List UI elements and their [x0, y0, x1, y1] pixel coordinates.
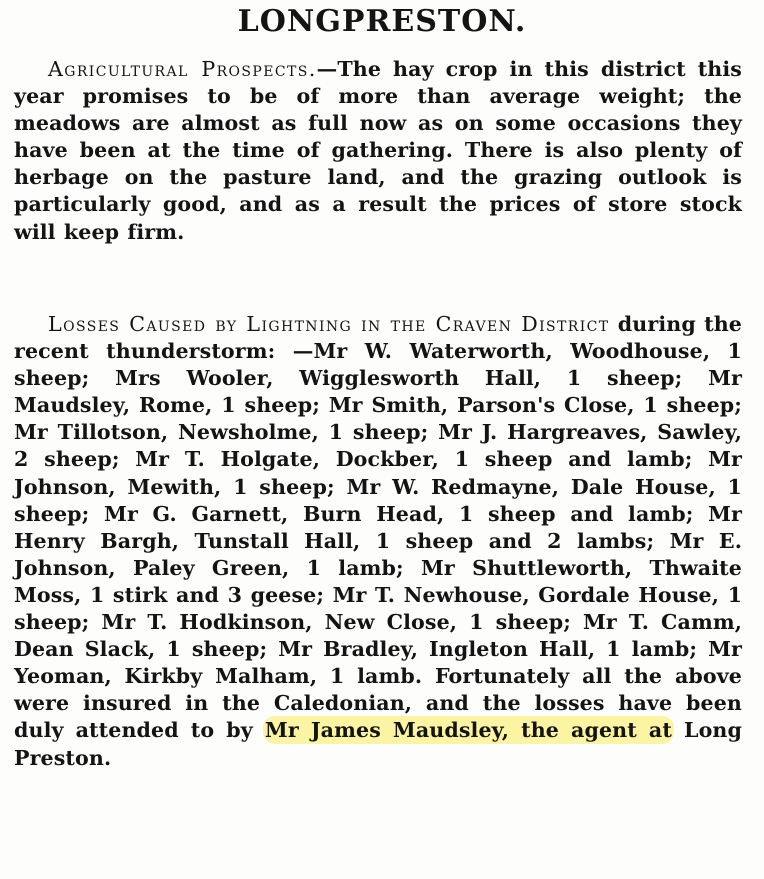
article-title: LONGPRESTON.	[237, 4, 527, 39]
paragraph-lightning-losses	[14, 311, 742, 772]
paragraph-body: —The hay crop in this district this year promises to be of more than average weight; the meadows are almost as full now as on some occasions they have been at the time of gathering. There is also plenty of herbage on the pasture land, and the grazing outlook is particularly good, and as a result the prices of store stock will keep firm.	[14, 57, 742, 244]
paragraph-ending: Long Preston.	[14, 718, 742, 770]
paragraph-agricultural-prospects	[14, 56, 742, 246]
paragraph-heading: Losses Caused by Lightning in the Craven District	[48, 312, 610, 336]
paragraph-body: during the recent thunderstorm: —Mr W. Waterworth, Woodhouse, 1 sheep; Mrs Wooler, Wigglesworth Hall, 1 sheep; Mr Maudsley, Rome, 1 sheep; Mr Smith, Parson's Close, 1 sheep; Mr Tillotson, Newsholme, 1 sheep; Mr J. Hargreaves, Sawley, 2 sheep; Mr T. Holgate, Dockber, 1 sheep and lamb; Mr Johnson, Mewith, 1 sheep; Mr W. Redmayne, Dale House, 1 sheep; Mr G. Garnett, Burn Head, 1 sheep and lamb; Mr Henry Bargh, Tunstall Hall, 1 sheep and 2 lambs; Mr E. Johnson, Paley Green, 1 lamb; Mr Shuttleworth, Thwaite Moss, 1 stirk and 3 geese; Mr T. Newhouse, Gordale House, 1 sheep; Mr T. Hodkinson, New Close, 1 sheep; Mr T. Camm, Dean Slack, 1 sheep; Mr Bradley, Ingleton Hall, 1 lamb; Mr Yeoman, Kirkby Malham, 1 lamb. Fortunately all the above were insured in the Caledonian, and the losses have been duly attended to by	[14, 312, 742, 743]
highlighted-text: Mr James Maudsley, the agent at	[264, 718, 672, 743]
paragraph-heading: Agricultural Prospects.	[48, 57, 317, 81]
